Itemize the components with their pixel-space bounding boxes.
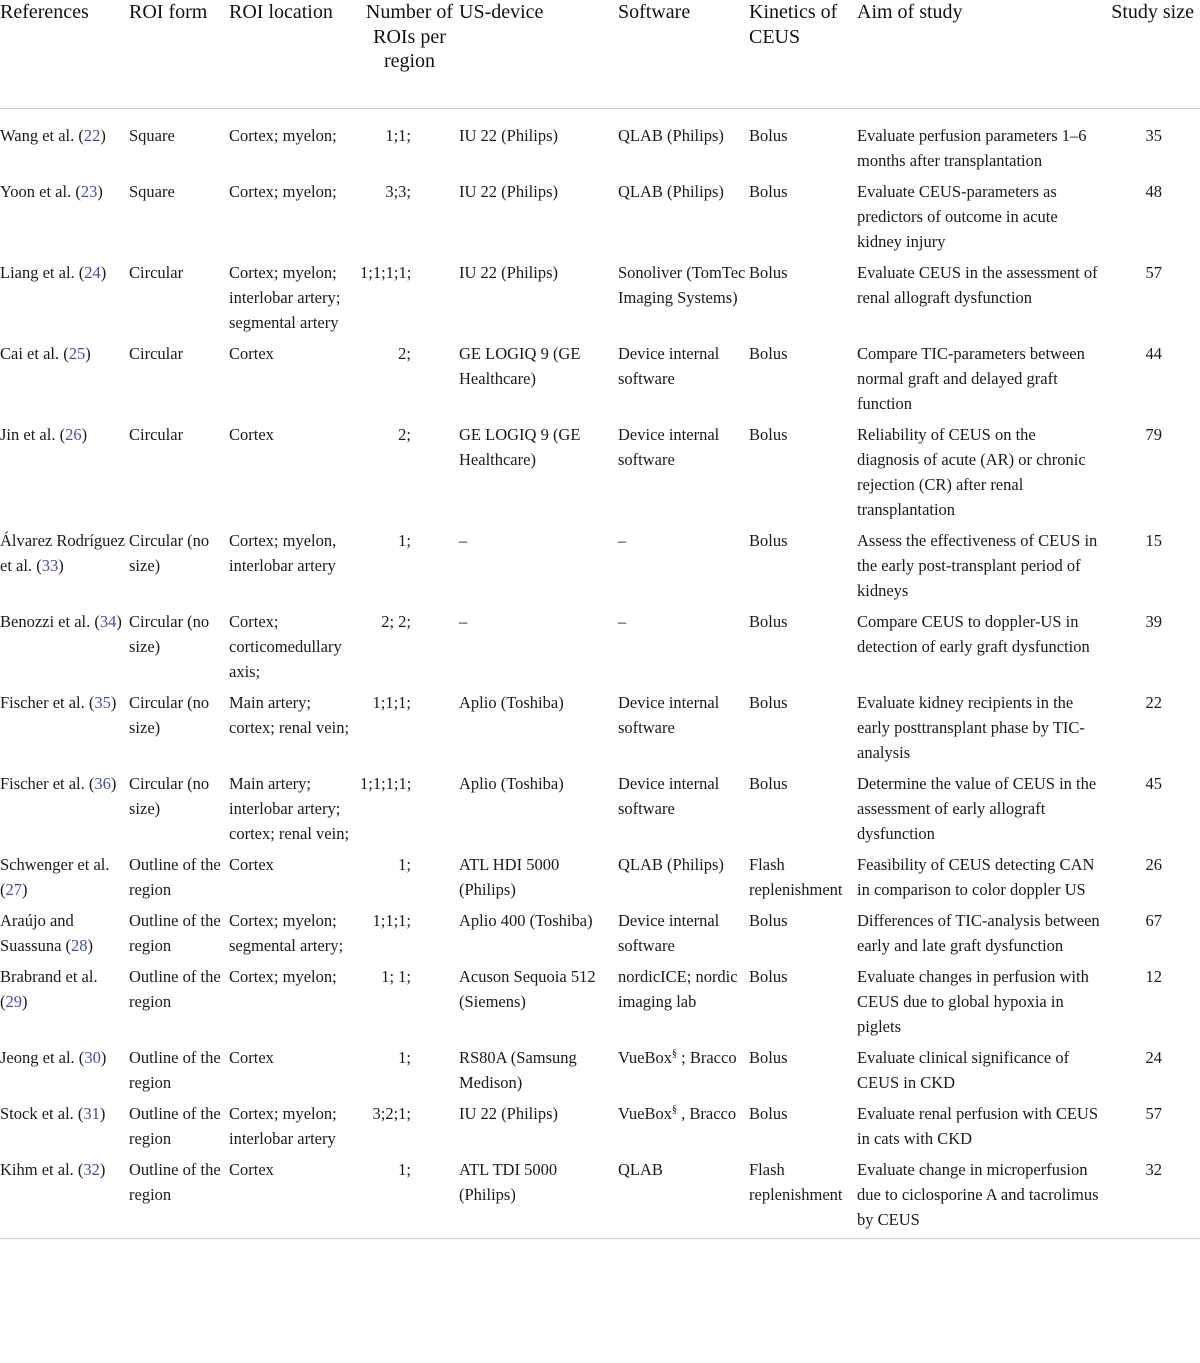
cell-roi-location: Cortex; myelon; (229, 967, 337, 986)
reference-close: ) (22, 992, 28, 1011)
reference-link[interactable]: 22 (83, 126, 101, 145)
header-study-size: Study size (1102, 0, 1200, 109)
reference-close: ) (85, 344, 91, 363)
table-row (0, 341, 1200, 422)
cell-kinetics: Bolus (749, 1048, 788, 1067)
table-row (0, 260, 1200, 341)
cell-number-of-rois: 2; 2; (381, 612, 411, 631)
cell-roi-location: Cortex; myelon; interlobar artery; segmental artery (229, 263, 341, 332)
cell-us-device: – (459, 612, 468, 631)
table-row (0, 109, 1200, 180)
header-us-device: US-device (459, 0, 618, 109)
reference-author: Kihm et al. ( (0, 1160, 84, 1179)
header-kinetics: Kinetics of CEUS (749, 0, 857, 109)
cell-us-device: GE LOGIQ 9 (GE Healthcare) (459, 344, 581, 388)
software-name: Device internal software (618, 693, 720, 737)
cell-us-device: IU 22 (Philips) (459, 182, 558, 201)
cell-study-size: 67 (1145, 911, 1162, 930)
cell-aim: Evaluate renal perfusion with CEUS in cats with CKD (857, 1104, 1099, 1148)
reference-link[interactable]: 27 (5, 880, 22, 899)
cell-kinetics: Bolus (749, 531, 788, 550)
cell-aim: Differences of TIC-analysis between early and late graft dysfunction (857, 911, 1100, 955)
software-footnote-mark: § (672, 1104, 678, 1116)
cell-roi-location: Cortex (229, 855, 274, 874)
reference-author: Fischer et al. ( (0, 693, 95, 712)
cell-number-of-rois: 1; 1; (381, 967, 411, 986)
cell-reference (0, 422, 129, 528)
cell-roi-location: Cortex (229, 1157, 360, 1239)
cell-reference (0, 852, 129, 908)
reference-close: ) (100, 1048, 107, 1067)
reference-close: ) (110, 774, 117, 793)
header-number-of-rois: Number of ROIs per region (360, 0, 459, 109)
reference-author: Araújo and Suassuna ( (0, 911, 74, 955)
reference-author: Yoon et al. ( (0, 182, 81, 201)
reference-author: Wang et al. ( (0, 126, 84, 145)
cell-kinetics: Bolus (749, 693, 788, 712)
reference-author: Jeong et al. ( (0, 1048, 85, 1067)
cell-software (618, 908, 749, 964)
reference-link[interactable]: 36 (94, 774, 111, 793)
cell-reference (0, 528, 129, 609)
cell-aim: Evaluate clinical significance of CEUS in CKD (857, 1048, 1070, 1092)
software-name: – (618, 612, 627, 631)
cell-roi-location: Cortex; myelon; segmental artery; (229, 911, 344, 955)
cell-study-size: 57 (1145, 1104, 1162, 1123)
cell-roi-location: Cortex; myelon, interlobar artery (229, 531, 337, 575)
cell-number-of-rois: 2; (398, 344, 411, 363)
cell-number-of-rois: 1;1;1; (372, 911, 411, 930)
reference-link[interactable]: 26 (65, 425, 82, 444)
cell-roi-form: Outline of the region (129, 911, 221, 955)
cell-roi-form: Outline of the region (129, 1104, 221, 1148)
header-roi-location: ROI location (229, 0, 360, 109)
cell-study-size: 44 (1145, 344, 1162, 363)
reference-link[interactable]: 29 (5, 992, 22, 1011)
cell-us-device: RS80A (Samsung Medison) (459, 1048, 577, 1092)
cell-kinetics: Bolus (749, 911, 788, 930)
cell-software (618, 609, 749, 690)
cell-software (618, 109, 749, 180)
cell-us-device: Aplio (Toshiba) (459, 693, 564, 712)
cell-roi-location: Cortex; myelon; (229, 182, 337, 201)
cell-study-size: 12 (1145, 967, 1162, 986)
cell-study-size: 48 (1145, 182, 1162, 201)
cell-software (618, 1101, 749, 1157)
cell-us-device: Acuson Sequoia 512 (Siemens) (459, 967, 596, 1011)
reference-author: Brabrand et al. ( (0, 967, 98, 1011)
cell-kinetics: Bolus (749, 425, 788, 444)
reference-author: Liang et al. ( (0, 263, 85, 282)
cell-aim: Evaluate changes in perfusion with CEUS due to global hypoxia in piglets (857, 967, 1089, 1036)
cell-number-of-rois: 1;1;1;1; (360, 263, 412, 282)
cell-aim: Evaluate kidney recipients in the early posttransplant phase by TIC-analysis (857, 693, 1085, 762)
cell-roi-form: Circular (129, 344, 184, 363)
cell-study-size: 57 (1145, 263, 1162, 282)
software-name: Device internal software (618, 425, 720, 469)
cell-number-of-rois: 2; (398, 425, 411, 444)
cell-reference (0, 1157, 129, 1239)
cell-software (618, 852, 749, 908)
reference-author: Fischer et al. ( (0, 774, 95, 793)
cell-roi-location: Cortex; myelon; interlobar artery (229, 1104, 337, 1148)
reference-close: ) (81, 425, 88, 444)
cell-roi-form: Outline of the region (129, 1157, 229, 1239)
cell-aim: Compare TIC-parameters between normal graft and delayed graft function (857, 344, 1085, 413)
cell-software (618, 422, 749, 528)
table-row (0, 908, 1200, 964)
cell-us-device: ATL TDI 5000 (Philips) (459, 1157, 618, 1239)
reference-link[interactable]: 33 (41, 556, 59, 575)
cell-us-device: IU 22 (Philips) (459, 126, 558, 145)
software-name: QLAB (618, 1160, 663, 1179)
software-name: Device internal software (618, 344, 720, 388)
reference-close: ) (22, 880, 28, 899)
cell-us-device: IU 22 (Philips) (459, 263, 558, 282)
software-footnote-mark: § (672, 1048, 678, 1060)
cell-roi-location: Cortex (229, 1048, 274, 1067)
table-row (0, 852, 1200, 908)
cell-reference (0, 690, 129, 771)
cell-number-of-rois: 1;1;1;1; (360, 774, 412, 793)
cell-reference (0, 1101, 129, 1157)
reference-close: ) (110, 693, 117, 712)
cell-software (618, 1045, 749, 1101)
cell-kinetics: Flash replenishment (749, 1157, 857, 1239)
software-name: QLAB (Philips) (618, 126, 724, 145)
cell-us-device: Aplio (Toshiba) (459, 774, 564, 793)
cell-aim: Compare CEUS to doppler-US in detection of early graft dysfunction (857, 612, 1090, 656)
reference-link[interactable]: 34 (99, 612, 117, 631)
cell-roi-form: Circular (no size) (129, 612, 210, 656)
reference-close: ) (99, 1104, 106, 1123)
reference-link[interactable]: 28 (71, 936, 88, 955)
header-references: References (0, 0, 129, 109)
software-name: QLAB (Philips) (618, 182, 724, 201)
cell-study-size: 22 (1145, 693, 1162, 712)
cell-roi-form: Outline of the region (129, 855, 221, 899)
cell-number-of-rois: 3;3; (385, 182, 411, 201)
cell-kinetics: Bolus (749, 967, 788, 986)
reference-close: ) (87, 936, 94, 955)
table-row (0, 422, 1200, 528)
table-row (0, 609, 1200, 690)
cell-reference (0, 964, 129, 1045)
table-row (0, 1157, 1200, 1239)
cell-reference (0, 771, 129, 852)
cell-software (618, 690, 749, 771)
cell-roi-location: Cortex (229, 425, 274, 444)
cell-roi-form: Circular (no size) (129, 774, 210, 818)
header-row (0, 0, 1200, 109)
cell-us-device: Aplio 400 (Toshiba) (459, 911, 593, 930)
reference-link[interactable]: 35 (94, 693, 111, 712)
cell-number-of-rois: 1;1; (385, 126, 411, 145)
cell-roi-location: Cortex; corticomedullary axis; (229, 612, 342, 681)
reference-author: Schwenger et al. ( (0, 855, 110, 899)
cell-software (618, 179, 749, 260)
cell-roi-location: Main artery; cortex; renal vein; (229, 693, 350, 737)
software-vendor: ; Bracco (677, 1048, 737, 1067)
cell-kinetics: Bolus (749, 263, 788, 282)
table-row (0, 1101, 1200, 1157)
software-name: Device internal software (618, 774, 720, 818)
cell-study-size: 26 (1145, 855, 1162, 874)
cell-aim: Evaluate change in microperfusion due to ciclosporine A and tacrolimus by CEUS (857, 1157, 1102, 1239)
software-vendor: , Bracco (677, 1104, 737, 1123)
cell-aim: Evaluate CEUS in the assessment of renal allograft dysfunction (857, 263, 1098, 307)
table-row (0, 771, 1200, 852)
cell-aim: Assess the effectiveness of CEUS in the early post-transplant period of kidneys (857, 531, 1098, 600)
cell-reference (0, 179, 129, 260)
cell-study-size: 24 (1145, 1048, 1162, 1067)
cell-aim: Reliability of CEUS on the diagnosis of acute (AR) or chronic rejection (CR) after renal transplantation (857, 425, 1086, 519)
table-body (0, 109, 1200, 1239)
cell-kinetics: Bolus (749, 126, 788, 145)
cell-reference (0, 908, 129, 964)
cell-study-size: 35 (1145, 126, 1162, 145)
header-software: Software (618, 0, 749, 109)
cell-aim: Determine the value of CEUS in the assessment of early allograft dysfunction (857, 774, 1097, 843)
cell-study-size: 79 (1145, 425, 1162, 444)
reference-link[interactable]: 32 (83, 1160, 100, 1179)
cell-software (618, 964, 749, 1045)
cell-aim: Evaluate CEUS-parameters as predictors of outcome in acute kidney injury (857, 182, 1058, 251)
reference-author: Stock et al. ( (0, 1104, 84, 1123)
cell-roi-form: Circular (129, 263, 184, 282)
reference-author: Benozzi et al. ( (0, 612, 100, 631)
cell-number-of-rois: 1; (398, 1048, 411, 1067)
cell-roi-form: Circular (129, 425, 184, 444)
cell-kinetics: Bolus (749, 344, 788, 363)
software-name: VueBox (618, 1048, 673, 1067)
cell-reference (0, 609, 129, 690)
cell-software (618, 528, 749, 609)
cell-kinetics: Bolus (749, 612, 788, 631)
reference-author: Jin et al. ( (0, 425, 66, 444)
cell-us-device: ATL HDI 5000 (Philips) (459, 855, 560, 899)
cell-us-device: – (459, 531, 468, 550)
cell-roi-form: Square (129, 182, 175, 201)
cell-roi-location: Cortex; myelon; (229, 126, 337, 145)
cell-kinetics: Bolus (749, 1104, 788, 1123)
cell-reference (0, 341, 129, 422)
reference-link[interactable]: 30 (84, 1048, 101, 1067)
cell-reference (0, 109, 129, 180)
reference-author: Álvarez Rodríguez et al. ( (0, 531, 126, 575)
cell-us-device: IU 22 (Philips) (459, 1104, 558, 1123)
cell-software (618, 771, 749, 852)
cell-roi-location: Cortex (229, 344, 274, 363)
reference-link[interactable]: 25 (68, 344, 86, 363)
cell-number-of-rois: 1; (398, 855, 411, 874)
cell-study-size: 45 (1145, 774, 1162, 793)
cell-number-of-rois: 1;1;1; (372, 693, 411, 712)
reference-link[interactable]: 23 (80, 182, 98, 201)
cell-number-of-rois: 1; (360, 1157, 459, 1239)
reference-close: ) (100, 126, 106, 145)
cell-study-size: 15 (1145, 531, 1162, 550)
reference-close: ) (116, 612, 122, 631)
cell-kinetics: Flash replenishment (749, 855, 843, 899)
cell-study-size: 39 (1145, 612, 1162, 631)
software-name: nordicICE; nordic imaging lab (618, 967, 738, 1011)
cell-kinetics: Bolus (749, 774, 788, 793)
software-name: Sonoliver (TomTec Imaging Systems) (618, 263, 746, 307)
cell-roi-form: Outline of the region (129, 1048, 221, 1092)
cell-aim: Feasibility of CEUS detecting CAN in comparison to color doppler US (857, 855, 1095, 899)
cell-number-of-rois: 3;2;1; (372, 1104, 411, 1123)
table-row (0, 528, 1200, 609)
software-name: VueBox (618, 1104, 673, 1123)
reference-close: ) (99, 1160, 106, 1179)
cell-roi-form: Circular (no size) (129, 693, 210, 737)
software-name: – (618, 531, 627, 550)
cell-kinetics: Bolus (749, 182, 788, 201)
cell-software (618, 260, 749, 341)
reference-link[interactable]: 31 (83, 1104, 100, 1123)
table-row (0, 690, 1200, 771)
header-aim: Aim of study (857, 0, 1102, 109)
software-name: QLAB (Philips) (618, 855, 724, 874)
reference-link[interactable]: 24 (84, 263, 101, 282)
table-row (0, 1045, 1200, 1101)
reference-close: ) (100, 263, 107, 282)
cell-study-size: 32 (1102, 1157, 1200, 1239)
cell-software (618, 341, 749, 422)
cell-aim: Evaluate perfusion parameters 1–6 months after transplantation (857, 126, 1087, 170)
cell-reference (0, 260, 129, 341)
header-roi-form: ROI form (129, 0, 229, 109)
table-row (0, 179, 1200, 260)
cell-reference (0, 1045, 129, 1101)
software-name: Device internal software (618, 911, 720, 955)
cell-roi-location: Main artery; interlobar artery; cortex; renal vein; (229, 774, 350, 843)
cell-roi-form: Outline of the region (129, 967, 221, 1011)
cell-software (618, 1157, 749, 1239)
cell-number-of-rois: 1; (398, 531, 411, 550)
table-header (0, 0, 1200, 109)
cell-roi-form: Circular (no size) (129, 531, 210, 575)
reference-close: ) (97, 182, 103, 201)
reference-author: Cai et al. ( (0, 344, 69, 363)
table-row (0, 964, 1200, 1045)
cell-us-device: GE LOGIQ 9 (GE Healthcare) (459, 425, 581, 469)
reference-close: ) (58, 556, 64, 575)
cell-roi-form: Square (129, 126, 175, 145)
